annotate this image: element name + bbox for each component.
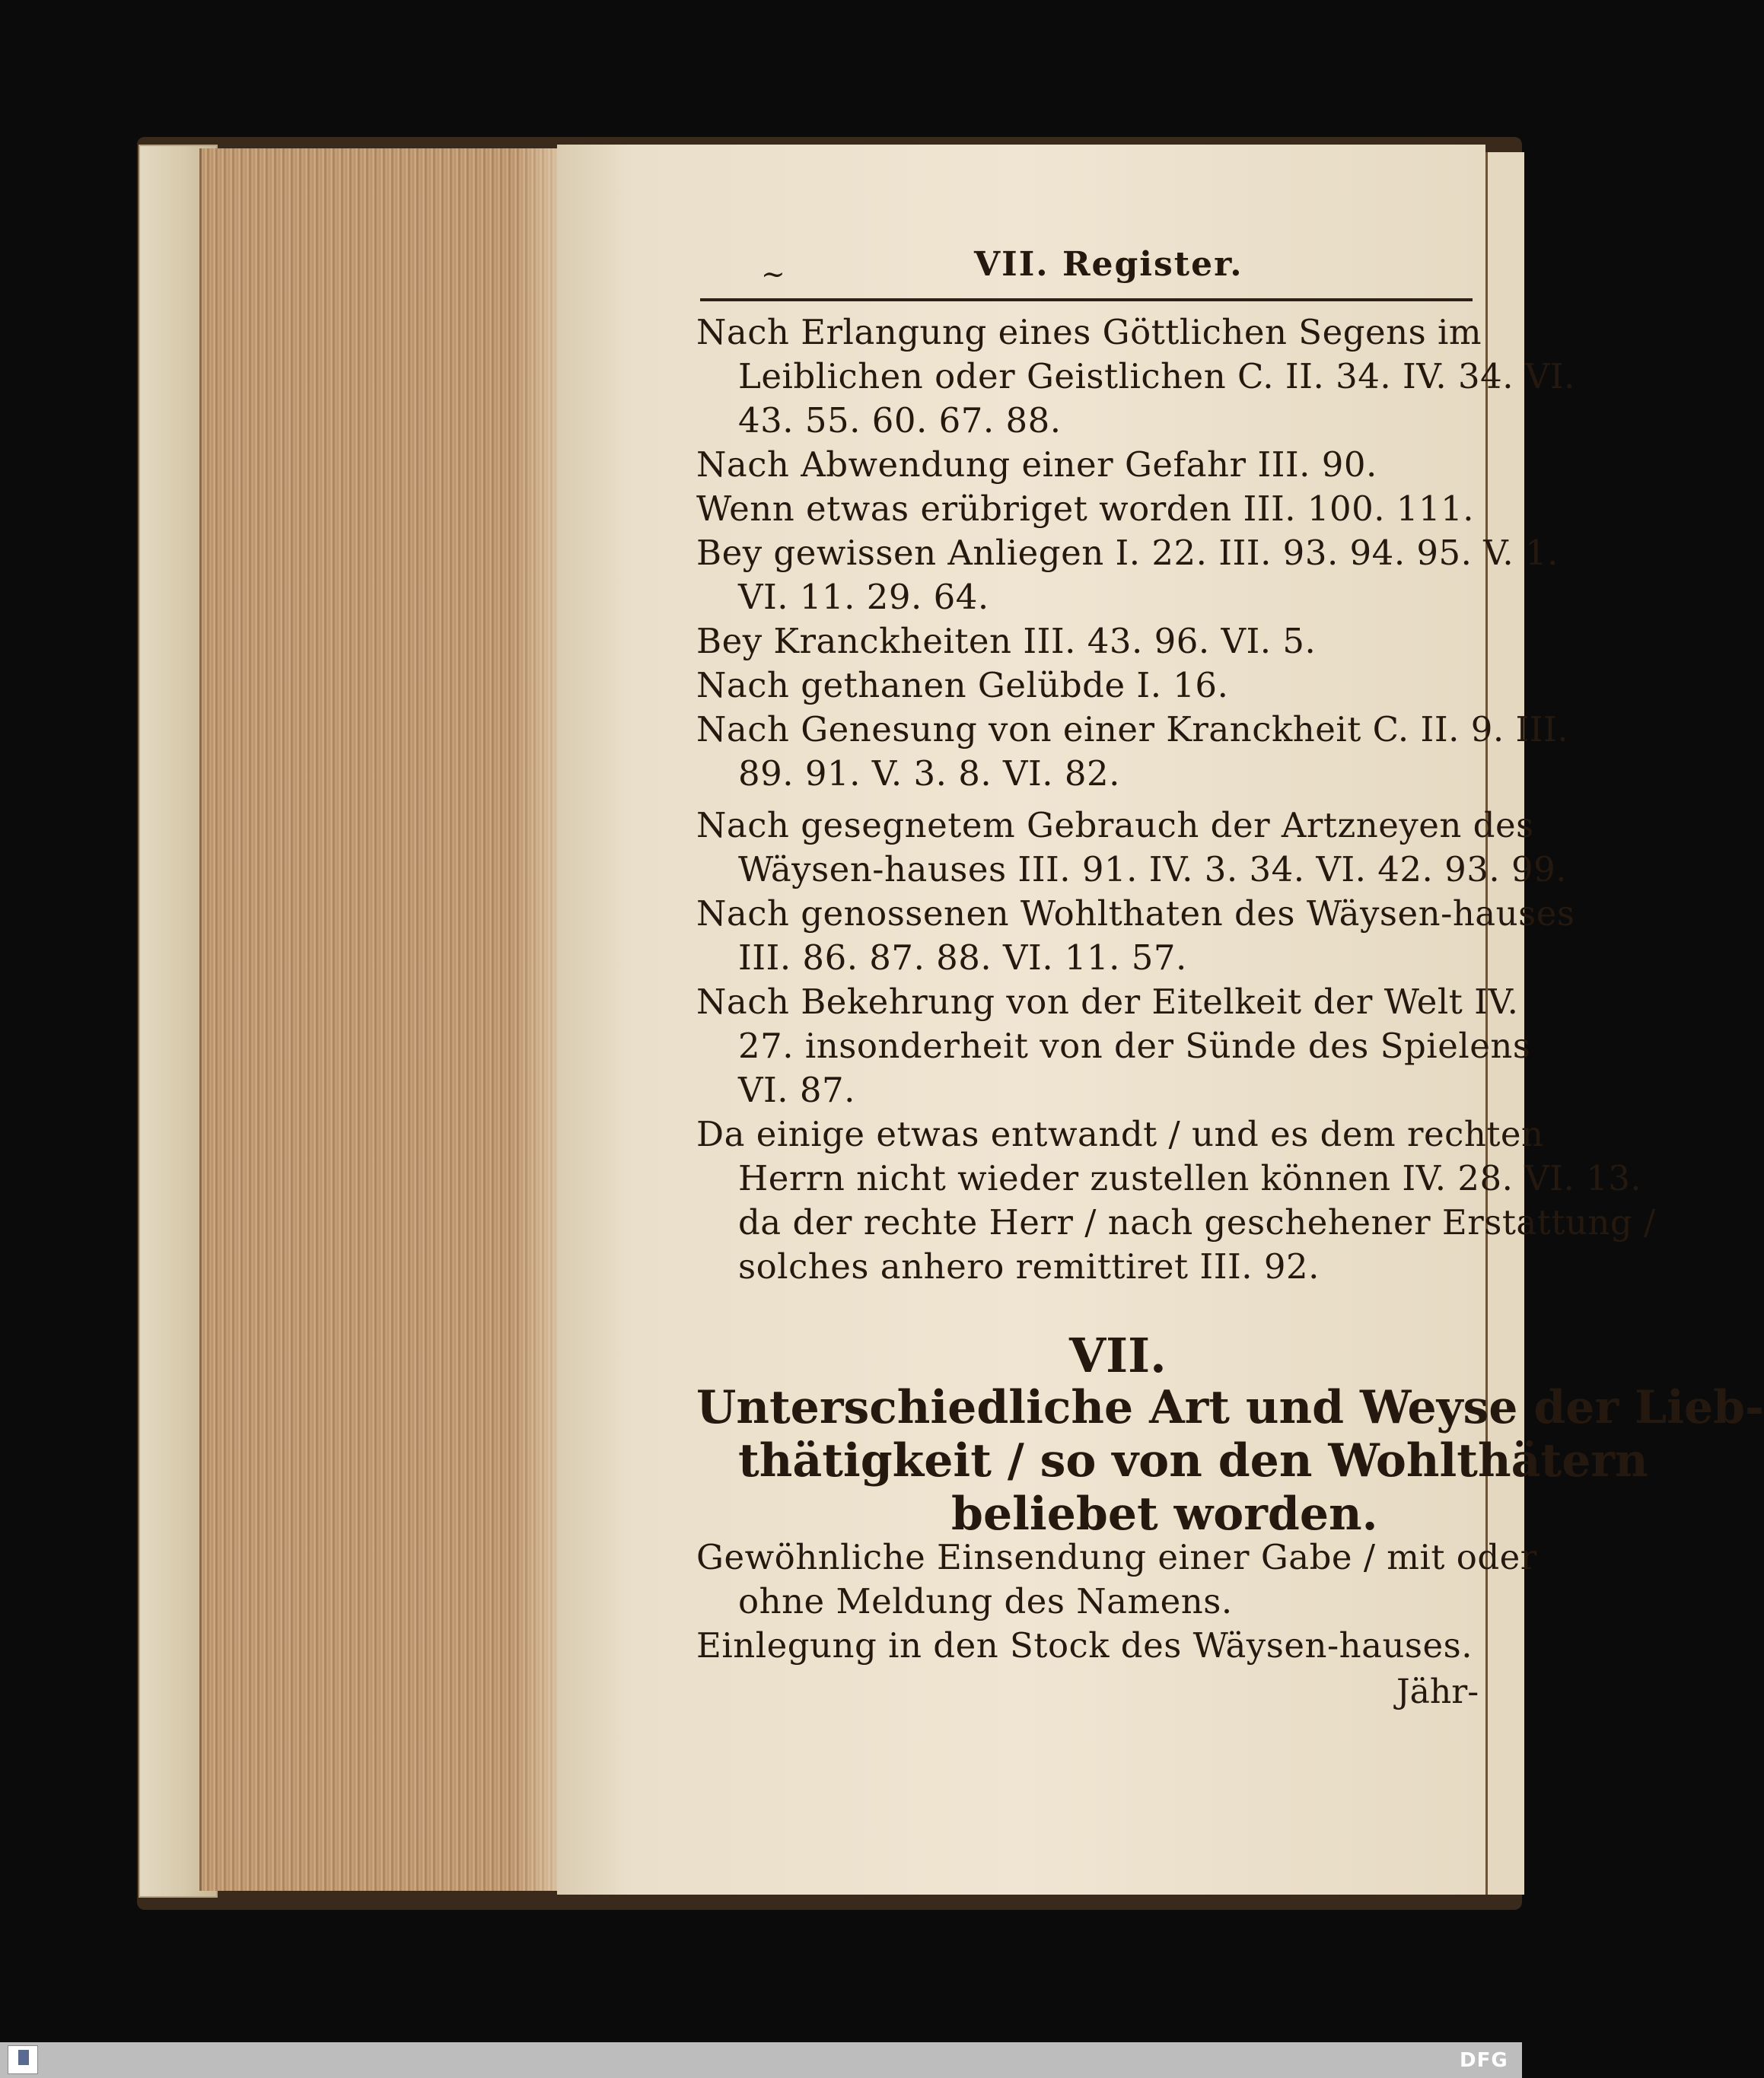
entry-line: Wenn etwas erübriget worden III. 100. 111. [696,488,1475,529]
entry-line: III. 86. 87. 88. VI. 11. 57. [738,937,1187,978]
entry-line: Einlegung in den Stock des Wäysen-hauses. [696,1625,1473,1666]
page-stack-edges [199,148,559,1891]
entry-line: VI. 87. [738,1070,855,1110]
head-rule [700,298,1473,301]
entry-line: da der rechte Herr / nach geschehener Erstattung / [738,1202,1656,1243]
section-title-line: thätigkeit / so von den Wohlthätern [738,1434,1648,1488]
entry-line: ohne Meldung des Namens. [738,1581,1233,1621]
library-logo-icon [8,2045,38,2074]
entry-line: Bey gewissen Anliegen I. 22. III. 93. 94. 95. V. 1. [696,533,1559,573]
entry-line: Nach gethanen Gelübde I. 16. [696,665,1229,705]
facing-page-edge [1485,152,1524,1895]
catchword: Jähr- [1396,1672,1479,1711]
viewer-footer-bar [0,2042,1522,2078]
entry-line: Leiblichen oder Geistlichen C. II. 34. IV. 34. VI. [738,356,1575,396]
entry-line: Nach Genesung von einer Kranckheit C. II. 9. III. [696,709,1569,749]
entry-line: Gewöhnliche Einsendung einer Gabe / mit oder [696,1537,1537,1577]
entry-line: Nach Abwendung einer Gefahr III. 90. [696,444,1377,485]
running-head: VII. Register. [974,245,1243,284]
entry-line: VI. 11. 29. 64. [738,577,989,617]
section-title-line: Unterschiedliche Art und Weyse der Lieb- [696,1381,1764,1434]
entry-line: Nach genossenen Wohlthaten des Wäysen-hauses [696,893,1575,934]
entry-line: Nach gesegnetem Gebrauch der Artzneyen des [696,805,1534,845]
entry-line: Nach Erlangung eines Göttlichen Segens im [696,312,1482,352]
entry-line: Da einige etwas entwandt / und es dem rechten [696,1114,1544,1154]
entry-line: Wäysen-hauses III. 91. IV. 3. 34. VI. 42. 93. 99. [738,849,1568,889]
section-title-line: beliebet worden. [951,1488,1378,1541]
entry-line: 89. 91. V. 3. 8. VI. 82. [738,753,1120,794]
entry-line: 27. insonderheit von der Sünde des Spielens [738,1026,1531,1066]
dfg-logo: DFG [1460,2049,1508,2072]
entry-line: Nach Bekehrung von der Eitelkeit der Welt IV. [696,982,1519,1022]
section-number: VII. [1069,1328,1167,1383]
entry-line: Herrn nicht wieder zustellen können IV. 28. VI. 13. [738,1158,1642,1198]
entry-line: 43. 55. 60. 67. 88. [738,400,1062,441]
head-ornament: ~ [761,257,785,291]
entry-line: solches anhero remittiret III. 92. [738,1246,1320,1287]
entry-line: Bey Kranckheiten III. 43. 96. VI. 5. [696,621,1317,661]
